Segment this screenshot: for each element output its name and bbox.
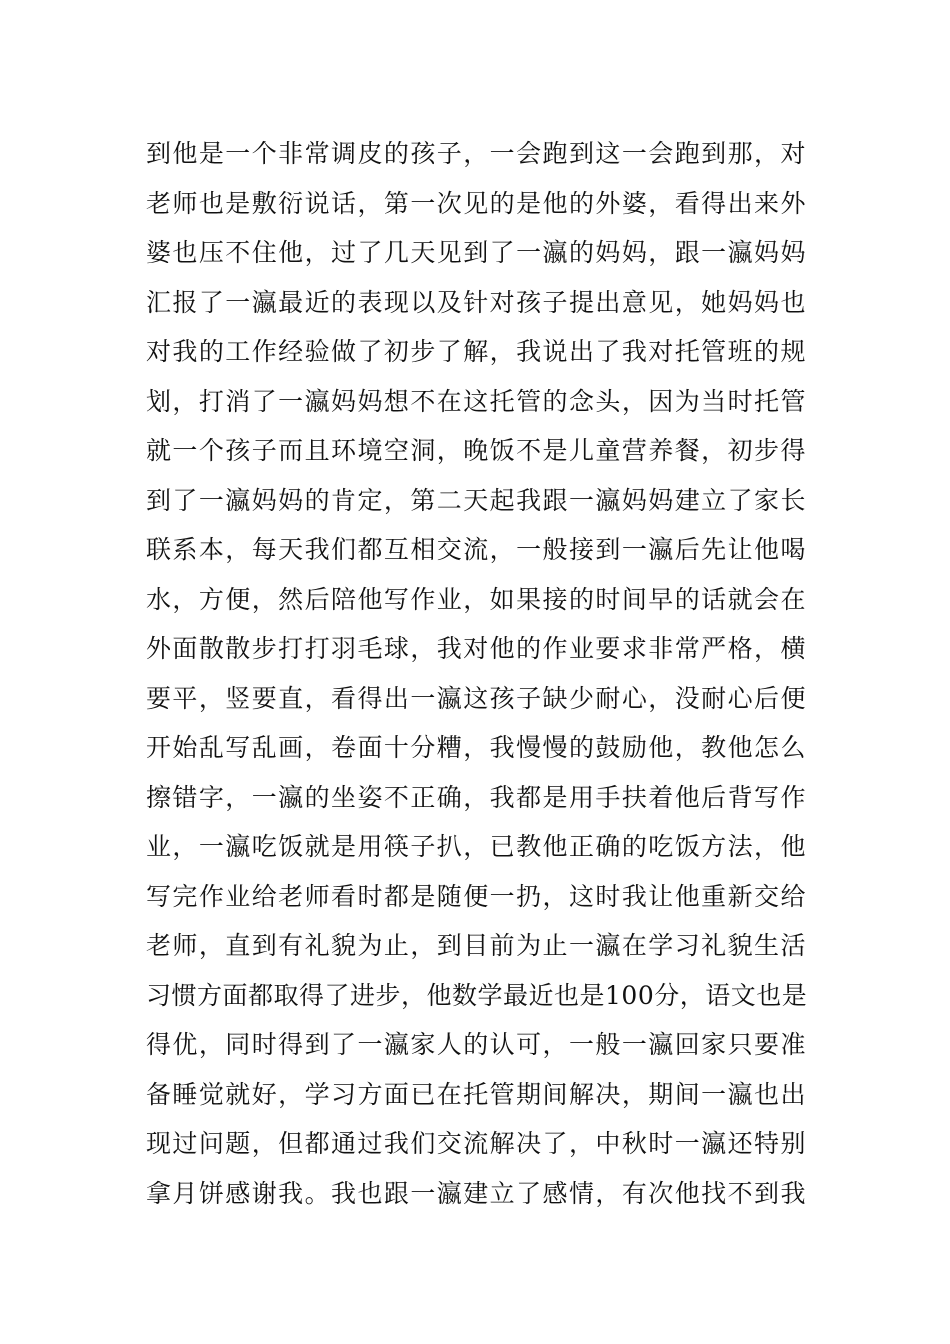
text-line: 现过问题，但都通过我们交流解决了，中秋时一瀛还特别 (146, 1129, 806, 1158)
text-line: 划，打消了一瀛妈妈想不在这托管的念头，因为当时托管 (146, 386, 806, 416)
text-line: 对我的工作经验做了初步了解，我说出了我对托管班的规 (146, 337, 806, 366)
text-line: 开始乱写乱画，卷面十分糟，我慢慢的鼓励他，教他怎么 (146, 733, 806, 762)
text-line: 备睡觉就好，学习方面已在托管期间解决，期间一瀛也出 (146, 1079, 806, 1109)
text-line: 写完作业给老师看时都是随便一扔，这时我让他重新交给 (146, 881, 806, 911)
text-line: 汇报了一瀛最近的表现以及针对孩子提出意见，她妈妈也 (146, 287, 806, 317)
text-line: 拿月饼感谢我。我也跟一瀛建立了感情，有次他找不到我 (146, 1178, 806, 1208)
text-line: 习惯方面都取得了进步，他数学最近也是100分，语文也是 (146, 980, 808, 1010)
body-text (146, 129, 806, 1218)
text-line: 婆也压不住他，过了几天见到了一瀛的妈妈，跟一瀛妈妈 (146, 238, 806, 267)
text-line: 要平，竖要直，看得出一瀛这孩子缺少耐心，没耐心后便 (146, 683, 806, 713)
text-line: 得优，同时得到了一瀛家人的认可，一般一瀛回家只要准 (146, 1030, 806, 1059)
text-line: 到了一瀛妈妈的肯定，第二天起我跟一瀛妈妈建立了家长 (146, 485, 806, 515)
text-line: 老师，直到有礼貌为止，到目前为止一瀛在学习礼貌生活 (146, 931, 806, 960)
text-line: 到他是一个非常调皮的孩子，一会跑到这一会跑到那，对 (146, 139, 806, 168)
text-line: 水，方便，然后陪他写作业，如果接的时间早的话就会在 (146, 584, 806, 614)
text-line: 业，一瀛吃饭就是用筷子扒，已教他正确的吃饭方法，他 (146, 832, 806, 861)
text-line: 联系本，每天我们都互相交流，一般接到一瀛后先让他喝 (146, 535, 806, 564)
text-line: 就一个孩子而且环境空洞，晚饭不是儿童营养餐，初步得 (146, 436, 806, 465)
text-line: 擦错字，一瀛的坐姿不正确，我都是用手扶着他后背写作 (146, 782, 806, 812)
text-line: 外面散散步打打羽毛球，我对他的作业要求非常严格，横 (146, 634, 806, 663)
text-line: 老师也是敷衍说话，第一次见的是他的外婆，看得出来外 (146, 188, 806, 218)
